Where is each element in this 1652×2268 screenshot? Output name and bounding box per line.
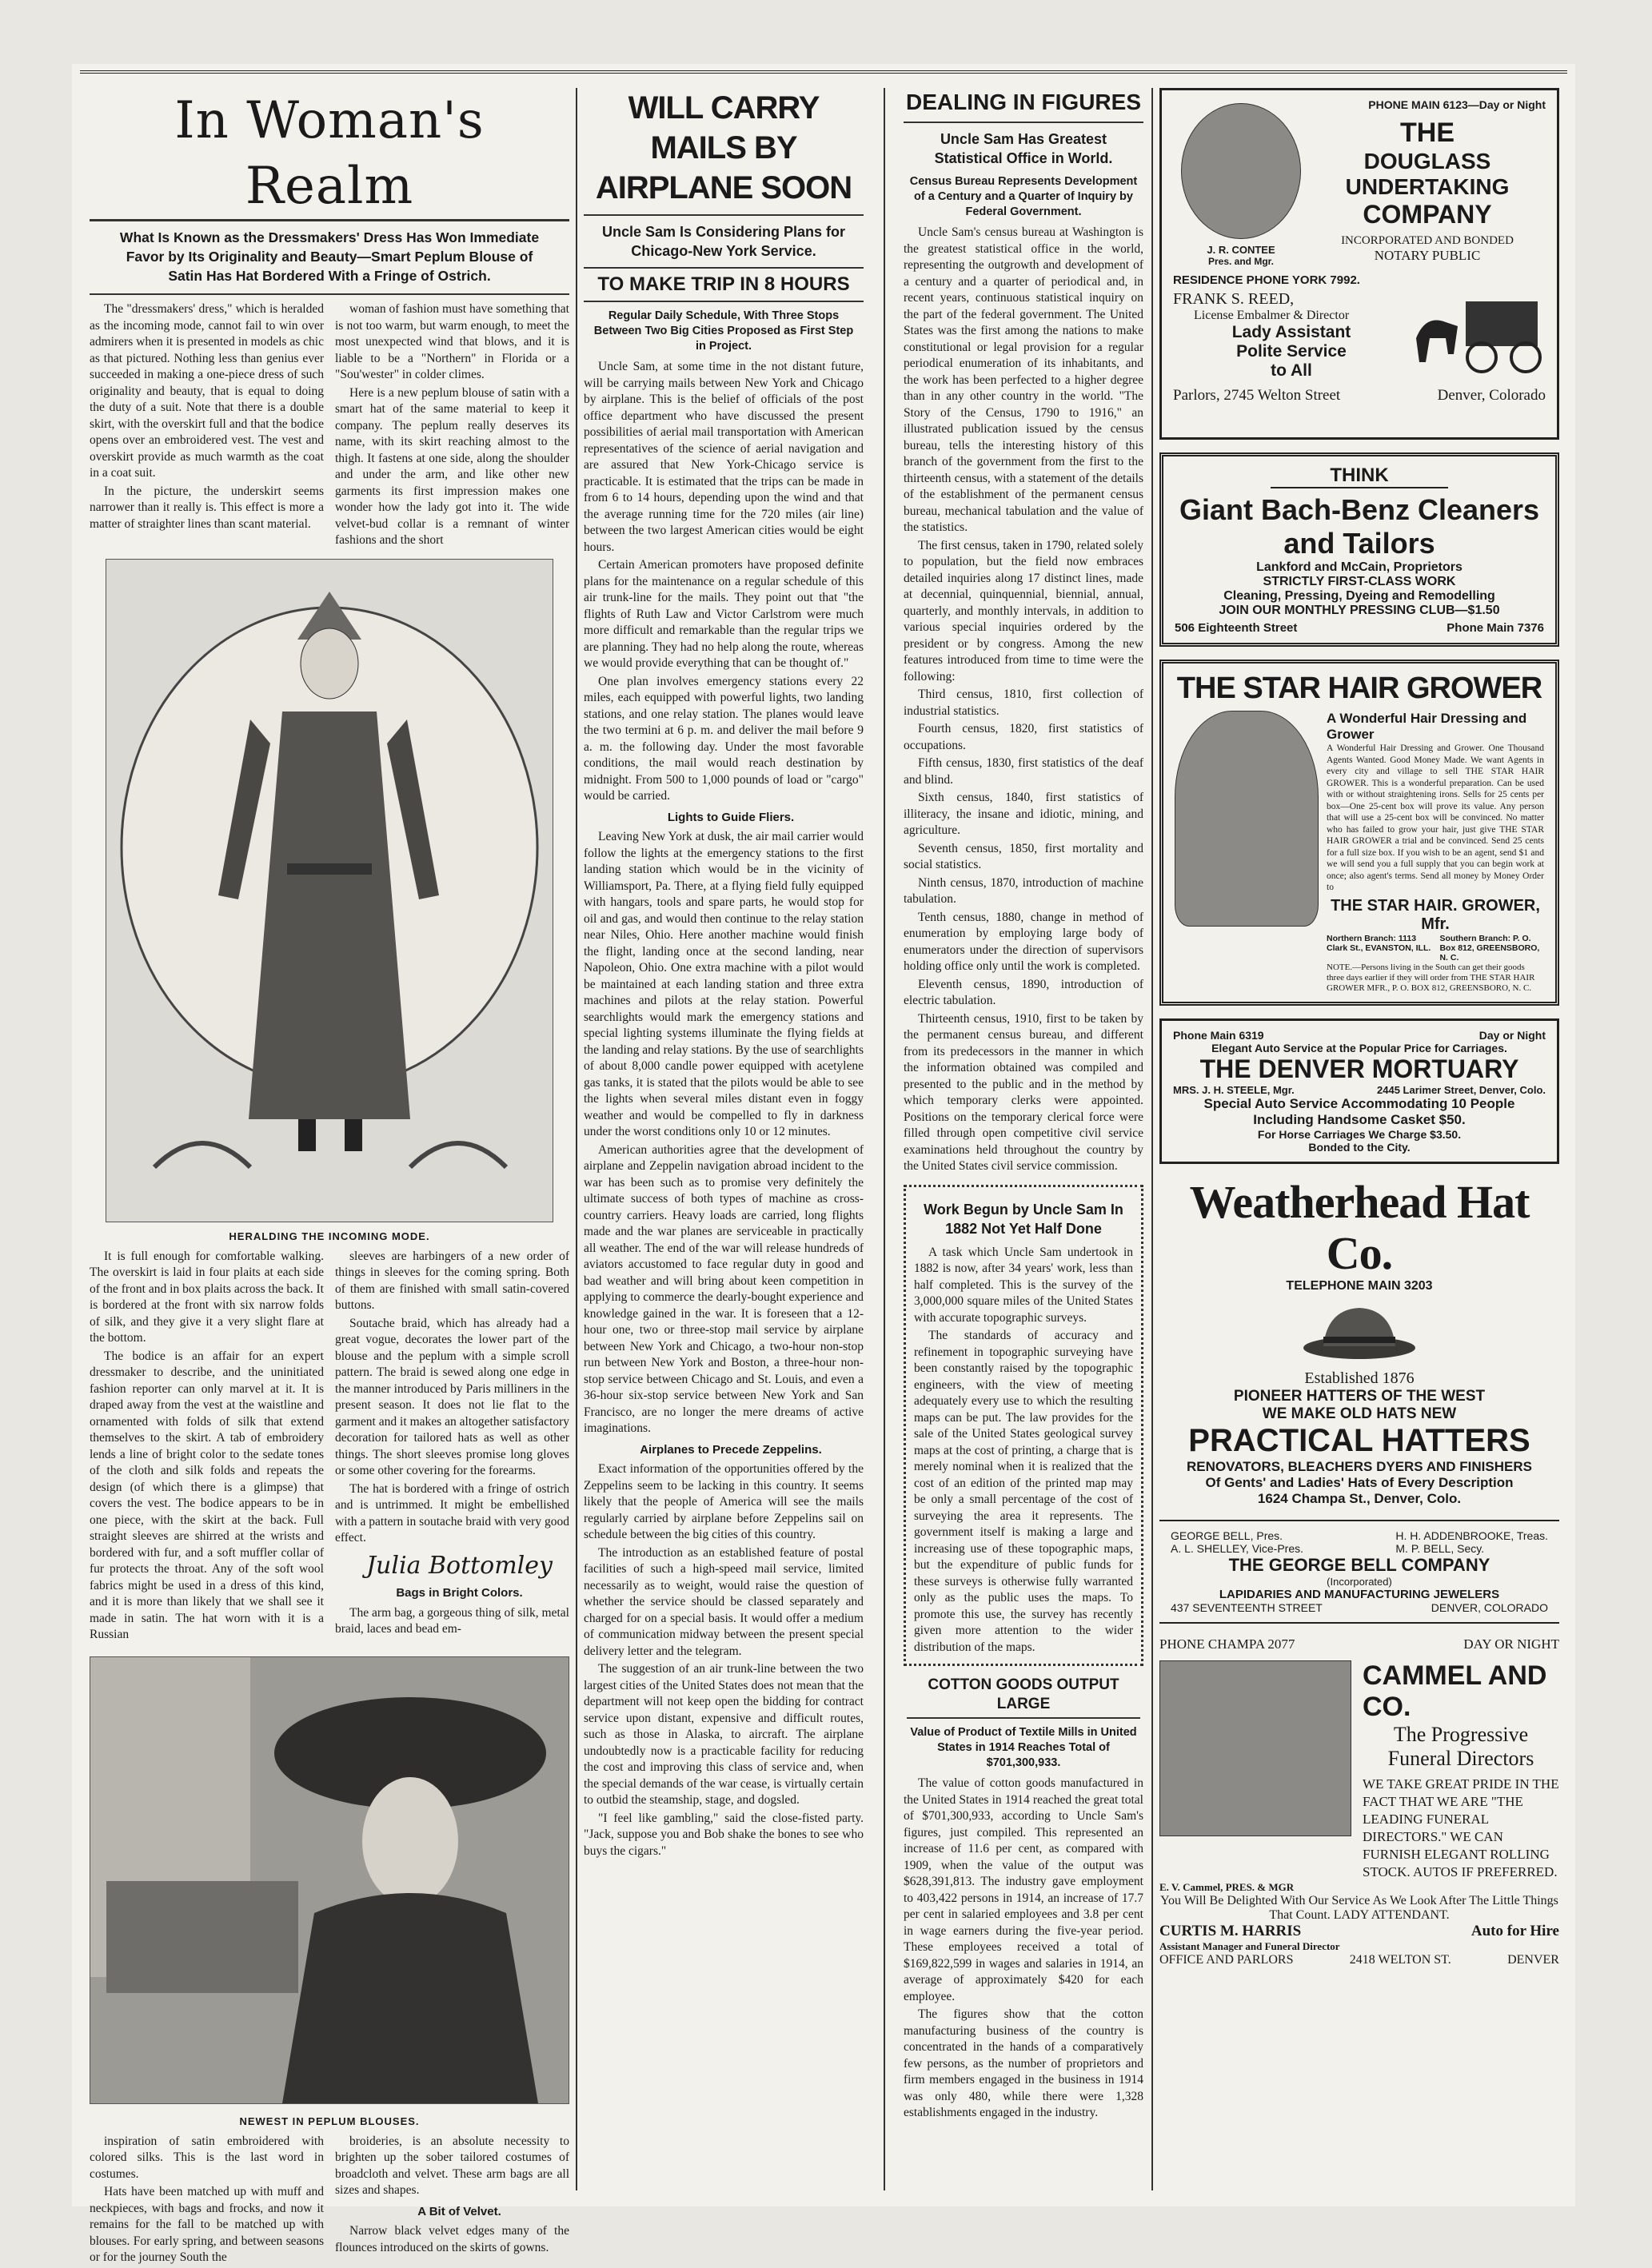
paragraph: The first census, taken in 1790, related solely to population, but the field now embraces detailed inquiries along 17 distinct lines, made at decennial, quinquennial, biennial, annual, quarterly, and monthly intervals, in addition to various special inquiries ordered by the president or by congress. Among the new features introduced from time to time were the following: [904,538,1143,684]
ad-address: 2418 WELTON ST. [1349,1952,1451,1967]
ad-practical: PRACTICAL HATTERS [1188,1422,1530,1458]
ad-description: Of Gents' and Ladies' Hats of Every Description [1205,1474,1514,1490]
ad-progressive: The Progressive [1393,1722,1529,1746]
hair-portrait [1175,711,1319,927]
ad-delight: You Will Be Delighted With Our Service As We Look After The Little Things That Count. LADY ATTENDANT. [1160,1893,1558,1922]
ad-elegant: Elegant Auto Service at the Popular Price for Carriages. [1211,1041,1507,1054]
ad-think: THINK [1271,464,1448,488]
ad-funeral: Funeral Directors [1387,1746,1534,1770]
ad-phone: PHONE CHAMPA 2077 [1159,1636,1295,1652]
woman-portrait-icon [90,1657,569,2103]
column-rule [576,88,577,2190]
ad-residence-phone: RESIDENCE PHONE YORK 7992. [1173,273,1360,287]
denver-mortuary-ad [1159,1018,1559,1164]
ad-note: NOTE.—Persons living in the South can get their goods three days earlier if they will order from THE STAR HAIR GROWER MFR., P. O. BOX 812, GREENSBORO, N. C. [1327,962,1535,993]
photo-caption: NEWEST IN PEPLUM BLOUSES. [239,2115,420,2127]
paragraph: Here is a new peplum blouse of satin with a smart hat of the same material to keep it company. The peplum really deserves its name, with its skirt reaching almost to the thigh. It fastens at one side, along the shoulder and under the arm, and like other new garments its first impression makes one wonder how the lady got into it. The wide velvet-bud collar is a remnant of winter fashions and the short [335,385,569,547]
ad-daynight: Day or Night [1478,1028,1546,1042]
article-deck: Uncle Sam Is Considering Plans for Chicago-New York Service. [601,224,846,259]
ad-horse: For Horse Carriages We Charge $3.50. [1257,1127,1462,1141]
ad-name: THE DENVER MORTUARY [1199,1054,1519,1083]
paragraph: Third census, 1810, first collection of industrial statistics. [904,688,1143,718]
ad-pride: WE TAKE GREAT PRIDE IN THE FACT THAT WE ARE "THE LEADING FUNERAL DIRECTORS." WE CAN FURNISH ELEGANT ROLLING STOCK. AUTOS IF PREFERRED. [1363,1776,1559,1879]
paragraph: "I feel like gambling," said the close-fisted party. "Jack, suppose you and Bob shake the bones to see who buys the cigars." [584,1811,864,1858]
ad-old-hats: WE MAKE OLD HATS NEW [1262,1405,1457,1422]
ad-phone: Phone Main 7376 [1446,621,1544,635]
ad-proprietors: Lankford and McCain, Proprietors [1256,560,1462,574]
ad-hire: Auto for Hire [1470,1922,1559,1939]
paragraph: The standards of accuracy and refinement in topographic surveying have been constantly raised by the topographic engineers, with the view of meeting adequately every use to which the resulting maps can be put. The law provides for the sale of the United States geological survey maps at the cost of printing, a charge that is merely nominal when it is realized that the cost of an edition of the printed map may be only a small percentage of the cost of surveying the area it represents. The government itself is making a large and increasing use of these topographic maps, but the expenditure of public funds for these surveys is otherwise fully warranted only as the public uses the maps. To promote this use, the survey has recently given more attention to the wider distribution of the maps. [914,1329,1133,1654]
paragraph: Tenth census, 1880, change in method of enumeration by employing large body of enumerators under the direction of supervisors holding office only until the work is completed. [904,910,1143,973]
ad-established: Established 1876 [1304,1369,1415,1387]
george-bell-ad [1159,1520,1559,1624]
ad-address: 2445 Larimer Street, Denver, Colo. [1377,1083,1546,1096]
ad-title: THE STAR HAIR GROWER [1176,672,1542,705]
ad-pioneer: PIONEER HATTERS OF THE WEST [1233,1387,1486,1405]
bell-officer: M. P. BELL, Secy. [1395,1541,1485,1555]
survey-box [904,1185,1143,1667]
contee-portrait [1181,103,1301,239]
paragraph: The suggestion of an air trunk-line between the two largest cities of the United States does not mean that the department will not keep open the bidding for contract service upon distant, expensive and difficult routes, such as those in Alaska, to aircraft. The airplane undoubtedly now is a practicable facility for reducing the cost and improving this class of service and, when the special demands of the war cease, is virtually certain to outbid the steamship, stage, and dogsled. [584,1662,864,1807]
ad-daynight: DAY OR NIGHT [1463,1636,1559,1652]
ad-harris: CURTIS M. HARRIS [1159,1922,1302,1939]
hearse-icon [1410,290,1546,378]
douglass-ad [1159,88,1559,440]
paragraph: broideries, is an absolute necessity to brighten up the sober tailored costumes of broadcloth and velvet. These arm bags are all sizes and shapes. [335,2134,569,2197]
paragraph: Eleventh census, 1890, introduction of electric tabulation. [904,977,1143,1007]
airmail-article [584,88,864,1861]
ad-south-branch: Southern Branch: P. O. Box 812, GREENSBORO, N. C. [1439,933,1540,963]
ad-lapidaries: LAPIDARIES AND MANUFACTURING JEWELERS [1219,1587,1500,1601]
paragraph: Thirteenth census, 1910, first to be taken by the permanent census bureau, and different from its predecessors in the manner in which the information obtained was compiled and presented to the public and in the method by which temporary clerks were appointed. Positions on the temporary clerical force were filled through open competitive civil service examinations held throughout the country by the United States civil service commission. [904,1011,1143,1173]
paragraph: Fourth census, 1820, first statistics of occupations. [904,722,1143,752]
cammel-portrait [1159,1660,1351,1836]
star-hair-ad [1159,660,1559,1006]
dress-figure-icon [106,560,553,1222]
lady-line: Lady Assistant [1231,323,1351,341]
womans-realm-section [90,88,569,2268]
paragraph: A task which Uncle Sam undertook in 1882 is now, after 34 years' work, less than half completed. This is the survey of the 3,000,000 square miles of the United States with accurate topographic surveys. [914,1245,1133,1325]
census-article [904,88,1143,2123]
ad-phone: Phone Main 6319 [1173,1028,1264,1042]
article-headline: COTTON GOODS OUTPUT LARGE [907,1676,1140,1719]
body-columns [90,1249,569,1645]
paragraph: The hat is bordered with a fringe of ostrich and is untrimmed. It might be embellished with a pattern in soutache braid with very good effect. [335,1481,569,1545]
ad-address: 1624 Champa St., Denver, Colo. [1257,1490,1462,1506]
article-deck: Regular Daily Schedule, With Three Stops Between Two Big Cities Proposed as First Step in Project. [593,309,854,353]
paragraph: American authorities agree that the development of airplane and Zeppelin navigation abroad incident to the war has been such as to promise very definitely the ultimate success of both types of machine as cross-country carriers. Heavy loads are carried, long flights made and the war planes are serviceable in practically all weather. The end of the war will release hundreds of aviators accustomed to face regular duty in good and bad weather and will bring about keen competition in applying to commerce the dearly-bought experience and knowledge gained in the war. It is foreseen that a 12-hour one, two or three-stop mail service by airplane between New York and Chicago, a two-hour non-stop run between New York and Boston, a three-hour non-stop service between Chicago and St. Louis, and even a 36-hour six-stop service between New York and San Francisco, are no longer the mere dreams of active imaginations. [584,1142,864,1435]
ad-special: Special Auto Service Accommodating 10 People Including Handsome Casket $50. [1203,1095,1515,1127]
bell-officer: H. H. ADDENBROOKE, Treas. [1395,1529,1548,1542]
paragraph: It is full enough for comfortable walking. The overskirt is laid in four plaits at each side of the front and in box plaits across the back. It is bordered at the front with six narrow folds of silk, and they give it a very slight flare at the bottom. [90,1249,324,1345]
paragraph: Sixth census, 1840, first statistics of illiteracy, the insane and idiotic, mining, and agriculture. [904,791,1143,837]
subhead: A Bit of Velvet. [417,2204,501,2218]
article-deck: Uncle Sam Has Greatest Statistical Office in World. [934,131,1113,166]
subhead: Lights to Guide Fliers. [667,810,795,824]
reed-name: FRANK S. REED, [1173,290,1295,308]
bell-officer: GEORGE BELL, Pres. [1171,1529,1283,1542]
ad-president: E. V. Cammel, PRES. & MGR [1159,1880,1295,1893]
newspaper-page [72,64,1575,2264]
paragraph: Exact information of the opportunities offered by the Zeppelins seem to be lacking in this country. It seems likely that the people of America will see the mails regularly carried by airplane before Zeppelins sail on schedule between the big cities of this country. [584,1462,864,1541]
paragraph: woman of fashion must have something that is not too warm, but warm enough, to meet the most unexpected wind that blows, and it is liable to be a "Northern" in Florida or a "Sou'wester" in colder climes. [335,302,569,381]
illustration-caption: HERALDING THE INCOMING MODE. [229,1230,430,1242]
paragraph: Soutache braid, which has already had a great vogue, decorates the lower part of the blouse and the peplum with a simple scroll pattern. The braid is sewed along one edge in the manner introduced by Paris milliners in the present season. It does not lie flat to the garment and it makes an altogether satisfactory decoration for tailored hats as well as other things. The short sleeves promise long gloves or some other covering for the forearms. [335,1316,569,1477]
ad-name: Weatherhead Hat Co. [1189,1175,1530,1279]
ad-renovators: RENOVATORS, BLEACHERS DYERS AND FINISHERS [1187,1458,1532,1474]
paragraph: inspiration of satin embroidered with colored silks. This is the last word in costumes. [90,2134,324,2181]
paragraph: sleeves are harbingers of a new order of things in sleeves for the coming spring. Both of them are finished with small satin-covered buttons. [335,1249,569,1312]
ad-assistant: Assistant Manager and Funeral Director [1159,1939,1340,1952]
ad-subtitle: INCORPORATED AND BONDED [1341,234,1514,247]
paragraph: Narrow black velvet edges many of the flounces introduced on the skirts of gowns. [335,2224,569,2254]
paragraph: Seventh census, 1850, first mortality and social statistics. [904,841,1143,871]
paragraph: One plan involves emergency stations every 22 miles, each equipped with powerful lights, two landing stations, and one relay station. The planes would leave the two termini at 6 p. m. and deliver the mail before 9 a. m. the following day. Under the most favorable conditions, the mail would reach destination by midnight. From 500 to 1,000 pounds of load or "cargo" would be carried. [584,674,864,803]
article-headline: WILL CARRY MAILS BY AIRPLANE SOON [584,88,864,216]
paragraph: The value of cotton goods manufactured in the United States in 1914 reached the great total of $701,300,933, according to Uncle Sam's figures, just compiled. This represented an increase of 11.6 per cent, as compared with 1909, when the value of the output was $628,391,813. The industry gave employment to 403,422 persons in 1914, an increase of 17.7 per cent in salaried employees and 3.8 per cent in wage earners during the five-year period. These employees received a total of $169,822,599 in wages and salaries in 1914, an average of approximately $420 for each employee. [904,1776,1143,2003]
ad-subtitle: A Wonderful Hair Dressing and Grower [1327,711,1527,742]
ad-name: COMPANY [1363,200,1492,229]
ad-the: THE [1400,118,1454,148]
ad-name: and Tailors [1283,527,1435,560]
article-deck: Value of Product of Textile Mills in United States in 1914 Reaches Total of $701,300,933. [910,1726,1137,1769]
top-rule [80,70,1567,74]
ad-phone: TELEPHONE MAIN 3203 [1286,1278,1433,1293]
subhead: Airplanes to Precede Zeppelins. [640,1442,822,1457]
article-body [584,359,864,1859]
dress-illustration [106,559,553,1222]
paragraph: The arm bag, a gorgeous thing of silk, metal braid, laces and bead em- [335,1605,569,1636]
paragraph: Certain American promoters have proposed definite plans for the maintenance on a regular schedule of this air trunk-line for the mails. They point out that "the flights of Ruth Law and Victor Carlstrom were much more difficult and remarkable than the regular trips we are planning. They had no help along the route, whereas we would provide everything that can be thought of." [584,558,864,670]
author-signature: Julia Bottomley [366,1551,553,1580]
box-headline: Work Begun by Uncle Sam In 1882 Not Yet Half Done [924,1201,1123,1237]
paragraph: Fifth census, 1830, first statistics of the deaf and blind. [904,756,1143,787]
ad-name: THE GEORGE BELL COMPANY [1228,1554,1490,1575]
ad-manufacturer: THE STAR HAIR. GROWER, Mfr. [1331,896,1540,933]
section-deck: What Is Known as the Dressmakers' Dress Has Won Immediate Favor by Its Originality and Beauty—Smart Peplum Blouse of Satin Has Hat Bordered With a Fringe of Ostrich. [90,228,569,295]
ad-bonded: Bonded to the City. [1308,1140,1411,1154]
lady-line: to All [1271,361,1312,380]
contee-title: Pres. and Mgr. [1207,256,1275,267]
ad-address: 437 SEVENTEENTH STREET [1171,1600,1323,1614]
ad-name: CAMMEL AND CO. [1363,1660,1547,1722]
paragraph: In the picture, the underskirt seems narrower than it really is. This effect is more a matter of straighter lines than scant material. [90,484,324,531]
ad-city: DENVER, COLORADO [1431,1600,1548,1614]
ad-office: OFFICE AND PARLORS [1159,1952,1294,1967]
lady-line: Polite Service [1236,342,1347,361]
parlors-city: Denver, Colorado [1437,387,1546,404]
paragraph: The introduction as an established feature of postal facilities of such a high-speed mail service, limited necessarily as to weight, would raise the question of whether the service should be classed separately and charged for on a special basis. It would offer a medium of communication midway between the present special delivery letter and the telegram. [584,1545,864,1658]
intro-columns [90,301,569,551]
article-subheadline: TO MAKE TRIP IN 8 HOURS [584,267,864,302]
reed-title: License Embalmer & Director [1194,309,1350,322]
ad-name: DOUGLASS UNDERTAKING [1345,149,1510,199]
article-body [904,225,1143,1175]
paragraph: Uncle Sam's census bureau at Washington is the greatest statistical office in the world, representing the outgrowth and development of a century and a quarter of periodical and, in recent years, continuous statistical inquiry on the part of the federal government. The United States was the first among the nations to make constitutional or legal provision for a regular periodical enumeration of its inhabitants, and the work has been perfected to a higher degree than in any other country in the world. "The Story of the Census, 1790 to 1916," an illustrated publication issued by the census bureau, tells the interesting history of this branch of the government from the first to the thirteenth census, with a statement of the details of the establishment of the permanent census bureau, mechanical tabulation and the value of the statistics. [904,225,1143,534]
ad-body: A Wonderful Hair Dressing and Grower. One Thousand Agents Wanted. Good Money Made. We want Agents in every city and village to sell THE STAR HAIR GROWER. This is a wonderful preparation. Can be used with or without straightening irons. Sells for 25 cents per box—One 25-cent box will prove its value. Any person that will use a 25-cent box will be convinced. No matter who has failed to grow your hair, just give THE STAR HAIR GROWER a trial and be convinced. Send 25 cents for a full size box. If you wish to be an agent, send $1 and we will send you a full supply that you can begin work at once; also agent's terms. Send all money by Money Order to [1327,743,1544,892]
advertisements [1159,88,1559,1967]
bell-officer: A. L. SHELLEY, Vice-Pres. [1171,1541,1304,1555]
ad-city: DENVER [1507,1952,1559,1967]
article-deck: Census Bureau Represents Development of a Century and a Quarter of Inquiry by Federal Government. [909,175,1138,218]
ad-club: JOIN OUR MONTHLY PRESSING CLUB—$1.50 [1219,604,1500,617]
cammel-ad [1159,1636,1559,1967]
ad-phone: PHONE MAIN 6123—Day or Night [1368,98,1546,111]
paragraph: The bodice is an affair for an expert dressmaker to describe, and the uninitiated fashion reporter can only marvel at it. It is draped away from the vest at the waistline and ornamented with folds of silk that extend themselves to the skirt. A tab of embroidery lends a line of bright color to the sedate tones of the cloth and silk folds and repeats the design (of which there is a glimpse) that covers the vest. The bodice appears to be in one piece, with the skirt at the back. Full straight sleeves are shirred at the wrists and bordered with fur, and a soft muffler collar of fur protects the throat. Any of the soft wool fabrics might be used in a dress of this kind, and it is more than likely that we shall see it made in satin. The hat worn with it is a Russian [90,1349,324,1641]
paragraph: Hats have been matched up with muff and neckpieces, with bags and frocks, and now it remains for the fall to be matched up with blouses. For early spring, and between seasons or for the journey South the [90,2185,324,2264]
ad-strict: STRICTLY FIRST-CLASS WORK [1263,575,1456,588]
bachbenz-ad [1159,452,1559,647]
ad-north-branch: Northern Branch: 1113 Clark St., EVANSTON, ILL. [1327,933,1431,953]
paragraph: Uncle Sam, at some time in the not distant future, will be carrying mails between New York and Chicago by airplane. This is the belief of officials of the post office department who have discussed the present possibilities of aerial mail transportation with American representatives of the science of aerial navigation and are assured that New York-Chicago service is practicable. It is estimated that the trips can be made in from 6 to 14 hours, depending upon the wind and that the average running time for the 720 miles (air line) between the two largest American cities would be eight hours. [584,360,864,554]
ad-notary: NOTARY PUBLIC [1374,248,1481,263]
paragraph: Leaving New York at dusk, the air mail carrier would follow the lights at the emergency stations to the first landing station which would be in the vicinity of Williamsport, Pa. There, at a flying field fully equipped with hangars, tools and spare parts, he would stop for oil and gas, and would then continue to the relay station near Niles, Ohio. Here another machine would finish the flight, landing once at the second landing, near Napoleon, Ohio. One extra machine with a pilot would be maintained at each landing station and three extra machines and pilots at the relay station. Powerful searchlights would mark the emergency stations and special lighting systems illuminate the flying fields at the landing and relay stations. By the use of searchlights of about 8,000 candle power equipped with acetylene gas tanks, it is stated that the pilots would be able to see the lights when several miles distant even in foggy weather and would be compelled to fly in darkness under the worst conditions only 10 or 12 minutes. [584,830,864,1138]
weatherhead-ad [1159,1177,1559,1507]
article-body [904,1776,1143,2122]
contee-name: J. R. CONTEE [1207,244,1275,256]
column-rule [1151,88,1153,2190]
subhead: Bags in Bright Colors. [396,1586,523,1600]
parlors-address: Parlors, 2745 Welton Street [1173,387,1341,404]
closing-columns [90,2134,569,2268]
column-rule [884,88,885,2190]
peplum-blouse-photo [90,1656,569,2104]
ad-services: Cleaning, Pressing, Dyeing and Remodelling [1223,589,1495,603]
paragraph: Ninth census, 1870, introduction of machine tabulation. [904,875,1143,906]
paragraph: The "dressmakers' dress," which is heralded as the incoming mode, cannot fail to win over admirers when it is presented in models as chic as that pictured. Nothing less than genius ever succeeded in making a one-piece dress of such originality and beauty, that is equal to doing the duty of a suit. Note that there is a double skirt, with the overskirt full and that the bodice opens over an embroidered vest. The vest and overskirt provide as much warmth as the coat in a coat suit. [90,302,324,480]
section-title: In Woman's Realm [90,88,569,221]
ad-manager: MRS. J. H. STEELE, Mgr. [1173,1083,1295,1096]
article-headline: DEALING IN FIGURES [904,88,1143,123]
ad-address: 506 Eighteenth Street [1175,621,1298,635]
paragraph: The figures show that the cotton manufacturing business of the country is concentrated in the hands of a comparatively few persons, as the number of proprietors and firm members engaged in the business in 1914 was only 480, while there were 1,328 establishments engaged in the industry. [904,2007,1143,2119]
ad-incorporated: (Incorporated) [1327,1575,1392,1588]
hat-icon [1159,1293,1559,1365]
ad-name: Giant Bach-Benz Cleaners [1179,493,1540,526]
